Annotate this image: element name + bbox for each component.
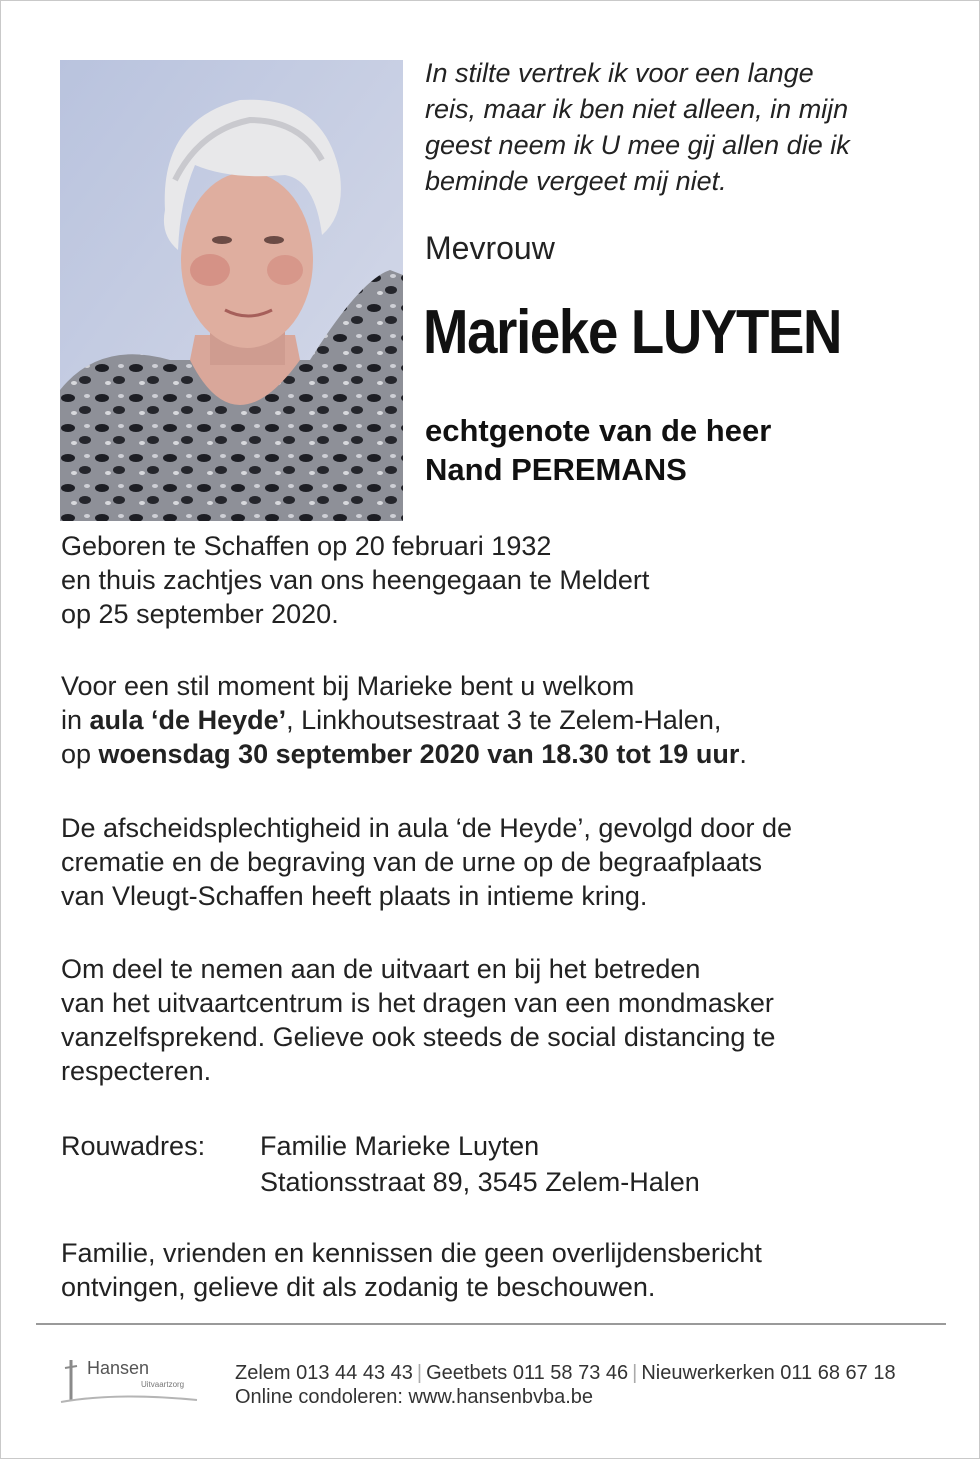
address-lines (260, 1128, 700, 1200)
covid-notice-paragraph (61, 952, 941, 1088)
separator: | (632, 1362, 638, 1384)
poem-line: geest neem ik U mee gij allen die ik (425, 130, 850, 160)
text-fragment: op (61, 739, 99, 769)
venue-name: aula ‘de Heyde’ (89, 705, 287, 735)
spouse-line: Nand PEREMANS (425, 452, 687, 487)
poem-verse (425, 55, 945, 199)
online-condolence-link[interactable]: Online condoleren: www.hansenbvba.be (235, 1386, 594, 1408)
funeral-home-contact (235, 1361, 896, 1409)
divider (36, 1323, 946, 1325)
hansen-logo (57, 1356, 207, 1406)
text-line: vanzelfsprekend. Gelieve ook steeds de social distancing te (61, 1022, 776, 1052)
portrait-photo (60, 60, 403, 521)
ceremony-paragraph (61, 811, 941, 913)
poem-line: beminde vergeet mij niet. (425, 166, 727, 196)
phone-line (235, 1361, 896, 1385)
text-fragment: . (739, 739, 747, 769)
text-line (61, 703, 941, 737)
address-line: Familie Marieke Luyten (260, 1131, 540, 1161)
text-line: Voor een stil moment bij Marieke bent u welkom (61, 671, 635, 701)
separator: | (416, 1362, 423, 1384)
text-line: van Vleugt-Schaffen heeft plaats in intieme kring. (61, 881, 648, 911)
phone-geetbets: Geetbets 011 58 73 46 (426, 1362, 629, 1384)
closing-paragraph (61, 1236, 941, 1304)
spouse-line: echtgenote van de heer (425, 413, 772, 448)
honorific: Mevrouw (425, 230, 555, 266)
text-line (61, 737, 941, 771)
poem-line: In stilte vertrek ik voor een lange (425, 58, 814, 88)
text-fragment: , Linkhoutsestraat 3 te Zelem-Halen, (286, 705, 722, 735)
logo-tagline: Uitvaartzorg (141, 1380, 185, 1389)
text-line: Geboren te Schaffen op 20 februari 1932 (61, 531, 552, 561)
deceased-name: Marieke LUYTEN (423, 298, 842, 367)
address-label: Rouwadres: (61, 1131, 206, 1161)
text-line: Familie, vrienden en kennissen die geen overlijdensbericht (61, 1238, 762, 1268)
phone-nieuwerkerken: Nieuwerkerken 011 68 67 18 (641, 1362, 896, 1384)
address-line: Stationsstraat 89, 3545 Zelem-Halen (260, 1167, 700, 1197)
text-line: respecteren. (61, 1056, 212, 1086)
visitation-datetime: woensdag 30 september 2020 van 18.30 tot 19 uur (98, 739, 740, 769)
text-line: crematie en de begraving van de urne op de begraafplaats (61, 847, 762, 877)
text-line: ontvingen, gelieve dit als zodanig te beschouwen. (61, 1272, 656, 1302)
logo-name: Hansen (87, 1358, 150, 1378)
text-line: De afscheidsplechtigheid in aula ‘de Heyde’, gevolgd door de (61, 813, 792, 843)
visitation-paragraph (61, 669, 941, 771)
text-fragment: in (61, 705, 90, 735)
text-line: en thuis zachtjes van ons heengegaan te Meldert (61, 565, 650, 595)
text-line: van het uitvaartcentrum is het dragen van een mondmasker (61, 988, 774, 1018)
poem-line: reis, maar ik ben niet alleen, in mijn (425, 94, 849, 124)
spouse-info (425, 411, 771, 489)
phone-zelem: Zelem 013 44 43 43 (235, 1362, 413, 1384)
text-line: Om deel te nemen aan de uitvaart en bij het betreden (61, 954, 701, 984)
birth-death-paragraph (61, 529, 941, 631)
text-line: op 25 september 2020. (61, 599, 339, 629)
